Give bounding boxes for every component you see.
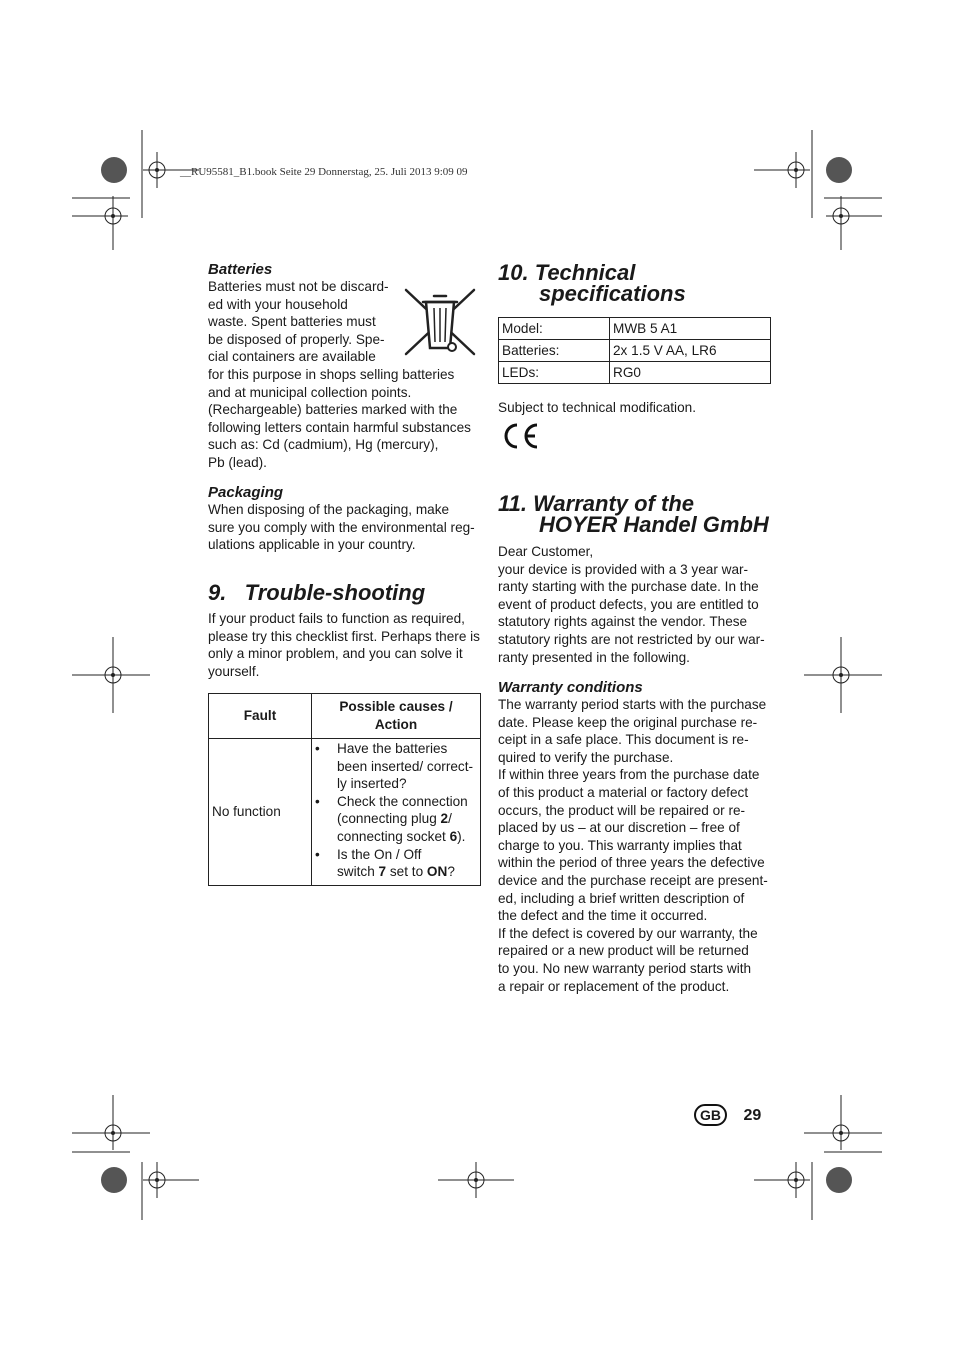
fault-cell: No function: [209, 739, 312, 886]
packaging-line: ulations applicable in your country.: [208, 537, 416, 553]
spec-label: Model:: [499, 318, 610, 340]
troubleshooting-line: please try this checklist first. Perhaps there is: [208, 628, 480, 644]
conditions-line: ed, including a brief written description of: [498, 890, 745, 906]
technical-heading-line: specifications: [539, 281, 686, 306]
spec-row: [499, 340, 771, 362]
cause-line: • Is the On / Off: [337, 846, 422, 862]
cause-line: been inserted/ correct-: [337, 758, 474, 774]
page-number: 29: [743, 1107, 762, 1124]
batteries-line: cial containers are available: [208, 349, 376, 365]
packaging-heading: Packaging: [208, 484, 284, 501]
warranty-line: statutory rights are not restricted by our war-: [498, 631, 765, 647]
spec-row: [499, 362, 771, 384]
troubleshooting-line: yourself.: [208, 663, 260, 679]
packaging-section: [208, 484, 482, 554]
batteries-line: (Rechargeable) batteries marked with the: [208, 402, 458, 418]
conditions-line: repaired or a new product will be returned: [498, 943, 749, 959]
spec-label: LEDs:: [499, 362, 610, 384]
page-footer: [694, 1104, 761, 1126]
troubleshooting-line: only a minor problem, and you can solve it: [208, 646, 463, 662]
cause-item: [312, 846, 480, 881]
packaging-line: sure you comply with the environmental reg-: [208, 519, 475, 535]
spec-label: Batteries:: [499, 340, 610, 362]
cause-line: [337, 810, 480, 828]
conditions-line: The warranty period starts with the purchase: [498, 697, 767, 712]
batteries-line: waste. Spent batteries must: [208, 314, 376, 330]
cause-text: /: [448, 811, 452, 827]
batteries-line: for this purpose in shops selling batteries: [208, 366, 455, 382]
technical-heading: [498, 262, 686, 304]
warranty-conditions-section: [498, 679, 773, 995]
part-number: 7: [378, 864, 387, 880]
batteries-line: Batteries must not be discard-: [208, 279, 389, 294]
batteries-heading: Batteries: [208, 261, 273, 278]
warranty-line: your device is provided with a 3 year war-: [498, 561, 749, 577]
conditions-line: If within three years from the purchase date: [498, 767, 760, 783]
causes-header-line: Possible causes /: [339, 699, 453, 715]
conditions-line: a repair or replacement of the product.: [498, 978, 730, 994]
ce-mark-icon: [500, 422, 540, 450]
cause-text: switch: [337, 864, 379, 880]
language-badge: GB: [694, 1104, 727, 1126]
cause-text: (connecting plug: [337, 811, 441, 827]
batteries-line: following letters contain harmful substances: [208, 419, 471, 435]
crossed-out-wheelie-bin-icon: [404, 288, 478, 358]
warranty-intro: [498, 543, 773, 666]
packaging-text: [208, 501, 482, 554]
batteries-line: Pb (lead).: [208, 454, 267, 470]
cause-line: • Have the batteries: [337, 741, 448, 756]
warranty-line: event of product defects, you are entitled to: [498, 596, 759, 612]
cause-line: ly inserted?: [337, 776, 407, 792]
warranty-line: statutory rights against the vendor. These: [498, 614, 748, 630]
cause-line: • Check the connection: [337, 793, 468, 809]
causes-header-line: Action: [374, 717, 418, 732]
cause-line: [337, 863, 480, 881]
batteries-line: and at municipal collection points.: [208, 384, 412, 400]
conditions-line: If the defect is covered by our warranty, the: [498, 925, 758, 941]
spec-value: 2x 1.5 V AA, LR6: [610, 340, 771, 362]
troubleshooting-heading: 9. Trouble-shooting: [208, 580, 426, 605]
conditions-line: date. Please keep the original purchase re-: [498, 714, 758, 730]
technical-heading-line: 10. Technical: [498, 260, 636, 285]
batteries-line: be disposed of properly. Spe-: [208, 331, 385, 347]
warranty-conditions-heading: Warranty conditions: [498, 679, 643, 696]
warranty-heading: [498, 493, 769, 535]
warranty-heading-line: 11. Warranty of the: [498, 491, 695, 516]
warranty-line: ranty starting with the purchase date. In the: [498, 579, 759, 595]
batteries-line: such as: Cd (cadmium), Hg (mercury),: [208, 437, 439, 453]
part-number: 2: [440, 811, 449, 827]
conditions-line: to you. No new warranty period starts with: [498, 960, 752, 976]
cause-text: ?: [447, 864, 455, 880]
spec-value: MWB 5 A1: [610, 318, 771, 340]
troubleshooting-table: [208, 693, 481, 886]
fault-column-header: Fault: [209, 694, 312, 739]
troubleshooting-line: If your product fails to function as required,: [208, 611, 465, 626]
conditions-line: the defect and the time it occurred.: [498, 908, 708, 924]
conditions-line: device and the purchase receipt are present-: [498, 872, 768, 888]
conditions-line: ceipt in a safe place. This document is re-: [498, 732, 749, 748]
causes-cell: [312, 739, 481, 886]
cause-text: set to: [386, 864, 427, 880]
packaging-line: When disposing of the packaging, make: [208, 502, 450, 517]
warranty-conditions-text: [498, 696, 773, 995]
conditions-line: occurs, the product will be repaired or re-: [498, 802, 746, 818]
book-file-line: __RU95581_B1.book Seite 29 Donnerstag, 25. Juli 2013 9:09 09: [180, 166, 468, 178]
spec-table: [498, 317, 771, 384]
conditions-line: within the period of three years the defective: [498, 855, 765, 871]
cause-text: ).: [457, 828, 466, 844]
conditions-line: of this product a material or factory defect: [498, 784, 749, 800]
cause-item: [312, 740, 480, 793]
causes-column-header: [312, 694, 481, 739]
technical-note: Subject to technical modification.: [498, 400, 696, 415]
cause-item: [312, 793, 480, 846]
on-label: ON: [426, 864, 448, 880]
warranty-line: Dear Customer,: [498, 544, 594, 559]
warranty-heading-line: HOYER Handel GmbH: [539, 512, 769, 537]
conditions-line: charge to you. This warranty implies that: [498, 837, 742, 853]
spec-value: RG0: [610, 362, 771, 384]
batteries-line: ed with your household: [208, 296, 348, 312]
conditions-line: quired to verify the purchase.: [498, 749, 674, 765]
cause-line: [337, 828, 480, 846]
cause-text: connecting socket: [337, 828, 450, 844]
spec-row: [499, 318, 771, 340]
conditions-line: placed by us – at our discretion – free of: [498, 820, 740, 836]
warranty-line: ranty presented in the following.: [498, 649, 690, 665]
part-number: 6: [449, 828, 458, 844]
troubleshooting-intro: [208, 610, 482, 680]
